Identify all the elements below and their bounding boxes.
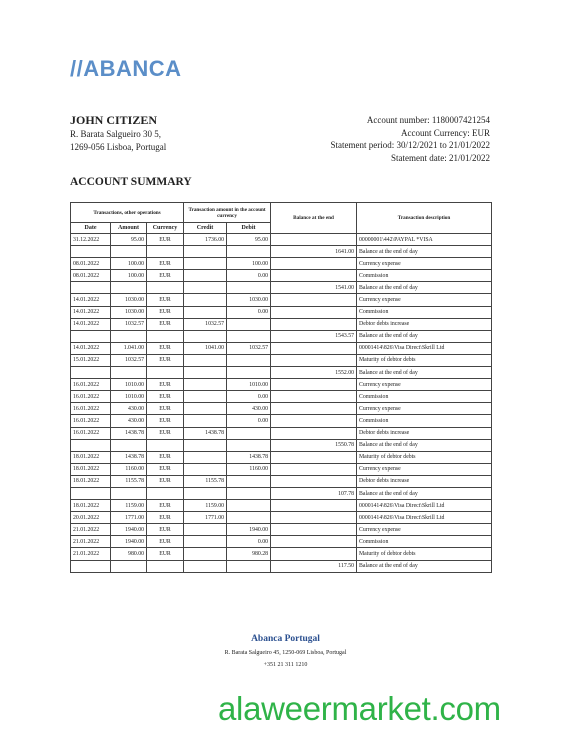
table-row (71, 524, 492, 536)
cell-credit (184, 463, 227, 475)
cell-description: Commission (357, 415, 492, 427)
cell-description: Currency expense (357, 463, 492, 475)
cell-amount (111, 367, 147, 379)
cell-amount: 430.00 (111, 403, 147, 415)
cell-currency: EUR (147, 379, 184, 391)
cell-description: Maturity of debtor debts (357, 354, 492, 366)
table-row (71, 500, 492, 512)
table-row (71, 246, 492, 258)
cell-debit (227, 318, 271, 330)
column-header-date: Date (71, 223, 111, 234)
cell-currency: EUR (147, 234, 184, 246)
cell-description: Currency expense (357, 403, 492, 415)
cell-amount: 100.00 (111, 258, 147, 270)
cell-description: Balance at the end of day (357, 367, 492, 379)
cell-amount: 1010.00 (111, 391, 147, 403)
column-header-amount: Amount (111, 223, 147, 234)
cell-credit (184, 487, 227, 499)
table-row (71, 342, 492, 354)
cell-debit: 1160.00 (227, 463, 271, 475)
cell-currency: EUR (147, 451, 184, 463)
cell-debit: 0.00 (227, 536, 271, 548)
cell-credit: 1032.57 (184, 318, 227, 330)
table-row (71, 234, 492, 246)
cell-description: Commission (357, 536, 492, 548)
cell-credit (184, 282, 227, 294)
cell-currency: EUR (147, 391, 184, 403)
table-row (71, 415, 492, 427)
cell-credit (184, 354, 227, 366)
cell-amount: 1032.57 (111, 318, 147, 330)
footer-phone: +351 21 311 1210 (263, 662, 308, 668)
cell-currency: EUR (147, 524, 184, 536)
customer-name: JOHN CITIZEN (70, 113, 158, 127)
cell-credit (184, 306, 227, 318)
cell-currency: EUR (147, 354, 184, 366)
cell-description: 00001414\826\Visa Direct\Skrill Ltd (357, 342, 492, 354)
cell-date (71, 487, 111, 499)
cell-debit: 0.00 (227, 391, 271, 403)
table-row (71, 487, 492, 499)
table-row (71, 379, 492, 391)
cell-debit (227, 354, 271, 366)
cell-description: Balance at the end of day (357, 330, 492, 342)
cell-balance (271, 475, 357, 487)
cell-balance (271, 379, 357, 391)
cell-amount: 1160.00 (111, 463, 147, 475)
cell-credit (184, 415, 227, 427)
cell-date: 16.01.2022 (71, 427, 111, 439)
cell-amount (111, 560, 147, 572)
cell-description: Balance at the end of day (357, 439, 492, 451)
cell-date: 31.12.2022 (71, 234, 111, 246)
table-row (71, 536, 492, 548)
account-summary-title: ACCOUNT SUMMARY (70, 176, 192, 188)
group-header-amount: Transaction amount in the account currency (184, 203, 271, 223)
cell-description: Currency expense (357, 524, 492, 536)
table-row (71, 258, 492, 270)
cell-amount: 980.00 (111, 548, 147, 560)
cell-credit (184, 367, 227, 379)
header-balance: Balance at the end (271, 203, 357, 234)
cell-amount: 430.00 (111, 415, 147, 427)
cell-description: Currency expense (357, 258, 492, 270)
cell-amount: 1.041.00 (111, 342, 147, 354)
cell-date: 14.01.2022 (71, 294, 111, 306)
cell-amount (111, 282, 147, 294)
table-row (71, 427, 492, 439)
cell-amount: 1438.78 (111, 427, 147, 439)
cell-balance (271, 451, 357, 463)
cell-credit: 1771.00 (184, 512, 227, 524)
table-row (71, 560, 492, 572)
cell-amount: 100.00 (111, 270, 147, 282)
cell-currency: EUR (147, 270, 184, 282)
cell-currency: EUR (147, 536, 184, 548)
cell-description: Balance at the end of day (357, 282, 492, 294)
cell-balance (271, 403, 357, 415)
cell-credit (184, 391, 227, 403)
cell-debit (227, 512, 271, 524)
watermark: alaweermarket.com (218, 690, 501, 727)
cell-debit (227, 246, 271, 258)
cell-description: Maturity of debtor debts (357, 548, 492, 560)
cell-amount: 1771.00 (111, 512, 147, 524)
cell-currency (147, 282, 184, 294)
table-row (71, 391, 492, 403)
cell-amount: 1940.00 (111, 536, 147, 548)
cell-date (71, 367, 111, 379)
cell-currency: EUR (147, 318, 184, 330)
table-row (71, 367, 492, 379)
cell-credit (184, 403, 227, 415)
cell-credit (184, 258, 227, 270)
table-row (71, 451, 492, 463)
cell-currency (147, 330, 184, 342)
cell-description: Debtor debts increase (357, 318, 492, 330)
table-row (71, 354, 492, 366)
cell-date (71, 330, 111, 342)
cell-credit (184, 439, 227, 451)
bank-logo: //ABANCA (70, 56, 182, 81)
cell-amount: 1010.00 (111, 379, 147, 391)
cell-balance: 107.78 (271, 487, 357, 499)
cell-balance (271, 463, 357, 475)
footer-bank-name: Abanca Portugal (251, 634, 320, 644)
table-row (71, 306, 492, 318)
cell-date: 15.01.2022 (71, 354, 111, 366)
cell-description: Currency expense (357, 379, 492, 391)
cell-credit (184, 451, 227, 463)
table-row (71, 475, 492, 487)
column-header-debit: Debit (227, 223, 271, 234)
cell-description: Currency expense (357, 294, 492, 306)
table-row (71, 439, 492, 451)
column-header-credit: Credit (184, 223, 227, 234)
cell-description: Balance at the end of day (357, 246, 492, 258)
cell-debit: 980.28 (227, 548, 271, 560)
cell-balance (271, 415, 357, 427)
cell-currency (147, 439, 184, 451)
cell-amount: 1032.57 (111, 354, 147, 366)
cell-amount: 95.00 (111, 234, 147, 246)
cell-amount: 1155.78 (111, 475, 147, 487)
cell-credit: 1159.00 (184, 500, 227, 512)
statement-period: Statement period: 30/12/2021 to 21/01/2022 (330, 140, 490, 150)
cell-currency: EUR (147, 258, 184, 270)
account-currency: Account Currency: EUR (401, 127, 490, 138)
cell-currency: EUR (147, 427, 184, 439)
cell-description: 00001414\826\Visa Direct\Skrill Ltd (357, 512, 492, 524)
cell-debit (227, 439, 271, 451)
cell-description: Debtor debts increase (357, 427, 492, 439)
cell-debit: 1010.00 (227, 379, 271, 391)
cell-date: 16.01.2022 (71, 403, 111, 415)
cell-description: 00000001\442\PAYPAL *VISA (357, 234, 492, 246)
cell-date: 18.01.2022 (71, 475, 111, 487)
cell-currency: EUR (147, 512, 184, 524)
cell-balance (271, 234, 357, 246)
cell-credit (184, 379, 227, 391)
cell-debit: 1438.78 (227, 451, 271, 463)
cell-date (71, 282, 111, 294)
cell-amount (111, 246, 147, 258)
cell-debit: 0.00 (227, 270, 271, 282)
cell-credit (184, 548, 227, 560)
cell-credit (184, 330, 227, 342)
cell-credit (184, 560, 227, 572)
cell-date: 16.01.2022 (71, 391, 111, 403)
cell-amount (111, 439, 147, 451)
table-row (71, 282, 492, 294)
cell-debit (227, 282, 271, 294)
cell-amount (111, 487, 147, 499)
cell-debit (227, 475, 271, 487)
cell-balance (271, 548, 357, 560)
cell-currency: EUR (147, 475, 184, 487)
cell-debit: 0.00 (227, 306, 271, 318)
cell-balance: 117.50 (271, 560, 357, 572)
cell-date: 20.01.2022 (71, 512, 111, 524)
cell-balance (271, 354, 357, 366)
cell-date (71, 246, 111, 258)
cell-balance: 1552.00 (271, 367, 357, 379)
cell-description: Debtor debts increase (357, 475, 492, 487)
cell-currency: EUR (147, 342, 184, 354)
cell-balance (271, 318, 357, 330)
cell-currency: EUR (147, 500, 184, 512)
cell-date: 18.01.2022 (71, 463, 111, 475)
cell-description: 00001414\826\Visa Direct\Skrill Ltd (357, 500, 492, 512)
cell-date: 14.01.2022 (71, 306, 111, 318)
cell-credit: 1438.78 (184, 427, 227, 439)
cell-date: 08.01.2022 (71, 270, 111, 282)
cell-debit: 95.00 (227, 234, 271, 246)
cell-debit: 1032.57 (227, 342, 271, 354)
cell-date: 16.01.2022 (71, 379, 111, 391)
cell-balance (271, 342, 357, 354)
cell-description: Commission (357, 391, 492, 403)
cell-balance: 1541.00 (271, 282, 357, 294)
table-row (71, 512, 492, 524)
cell-credit: 1041.00 (184, 342, 227, 354)
cell-currency (147, 246, 184, 258)
group-header-transactions: Transactions, other operations (71, 203, 184, 223)
footer-address: R. Barata Salgueiro 45, 1250-069 Lisboa, Portugal (224, 650, 347, 656)
cell-credit (184, 270, 227, 282)
cell-currency: EUR (147, 415, 184, 427)
account-number: Account number: 1180007421254 (366, 115, 490, 125)
cell-description: Commission (357, 306, 492, 318)
cell-currency: EUR (147, 306, 184, 318)
cell-amount: 1030.00 (111, 306, 147, 318)
cell-debit: 430.00 (227, 403, 271, 415)
cell-currency: EUR (147, 548, 184, 560)
customer-address (70, 128, 166, 154)
cell-balance: 1550.78 (271, 439, 357, 451)
cell-date: 08.01.2022 (71, 258, 111, 270)
cell-currency (147, 487, 184, 499)
cell-balance: 1641.00 (271, 246, 357, 258)
cell-debit: 1030.00 (227, 294, 271, 306)
cell-currency (147, 560, 184, 572)
cell-debit (227, 427, 271, 439)
cell-balance (271, 306, 357, 318)
cell-balance (271, 524, 357, 536)
cell-currency: EUR (147, 463, 184, 475)
cell-debit (227, 367, 271, 379)
cell-amount: 1030.00 (111, 294, 147, 306)
table-row (71, 318, 492, 330)
cell-debit: 0.00 (227, 415, 271, 427)
cell-debit (227, 560, 271, 572)
cell-balance (271, 294, 357, 306)
customer-address-line1: R. Barata Salgueiro 30 5, (70, 129, 161, 139)
cell-date: 14.01.2022 (71, 318, 111, 330)
transactions-table (70, 202, 492, 573)
cell-debit (227, 330, 271, 342)
cell-debit: 1940.00 (227, 524, 271, 536)
cell-description: Balance at the end of day (357, 560, 492, 572)
cell-balance (271, 500, 357, 512)
cell-balance: 1543.57 (271, 330, 357, 342)
cell-description: Commission (357, 270, 492, 282)
cell-balance (271, 512, 357, 524)
cell-balance (271, 270, 357, 282)
cell-credit (184, 524, 227, 536)
statement-date: Statement date: 21/01/2022 (391, 152, 490, 163)
cell-date: 21.01.2022 (71, 524, 111, 536)
cell-amount (111, 330, 147, 342)
cell-amount: 1159.00 (111, 500, 147, 512)
cell-date: 14.01.2022 (71, 342, 111, 354)
cell-date: 21.01.2022 (71, 548, 111, 560)
table-row (71, 294, 492, 306)
customer-address-line2: 1269-056 Lisboa, Portugal (70, 142, 167, 152)
cell-debit (227, 487, 271, 499)
cell-credit: 1155.78 (184, 475, 227, 487)
cell-date (71, 560, 111, 572)
table-row (71, 463, 492, 475)
cell-credit (184, 246, 227, 258)
cell-debit (227, 500, 271, 512)
cell-amount: 1940.00 (111, 524, 147, 536)
column-header-currency: Currency (147, 223, 184, 234)
cell-date: 18.01.2022 (71, 451, 111, 463)
cell-description: Balance at the end of day (357, 487, 492, 499)
cell-credit (184, 536, 227, 548)
cell-description: Maturity of debtor debts (357, 451, 492, 463)
cell-currency: EUR (147, 403, 184, 415)
table-row (71, 403, 492, 415)
transactions-body (71, 234, 492, 573)
cell-credit (184, 294, 227, 306)
cell-currency: EUR (147, 294, 184, 306)
cell-balance (271, 391, 357, 403)
cell-credit: 1736.00 (184, 234, 227, 246)
cell-balance (271, 536, 357, 548)
table-row (71, 548, 492, 560)
cell-date: 18.01.2022 (71, 500, 111, 512)
cell-date: 16.01.2022 (71, 415, 111, 427)
cell-currency (147, 367, 184, 379)
header-description: Transaction description (357, 203, 492, 234)
cell-date: 21.01.2022 (71, 536, 111, 548)
cell-debit: 100.00 (227, 258, 271, 270)
account-info (331, 114, 491, 164)
table-row (71, 270, 492, 282)
cell-date (71, 439, 111, 451)
cell-balance (271, 427, 357, 439)
cell-amount: 1438.78 (111, 451, 147, 463)
cell-balance (271, 258, 357, 270)
table-row (71, 330, 492, 342)
